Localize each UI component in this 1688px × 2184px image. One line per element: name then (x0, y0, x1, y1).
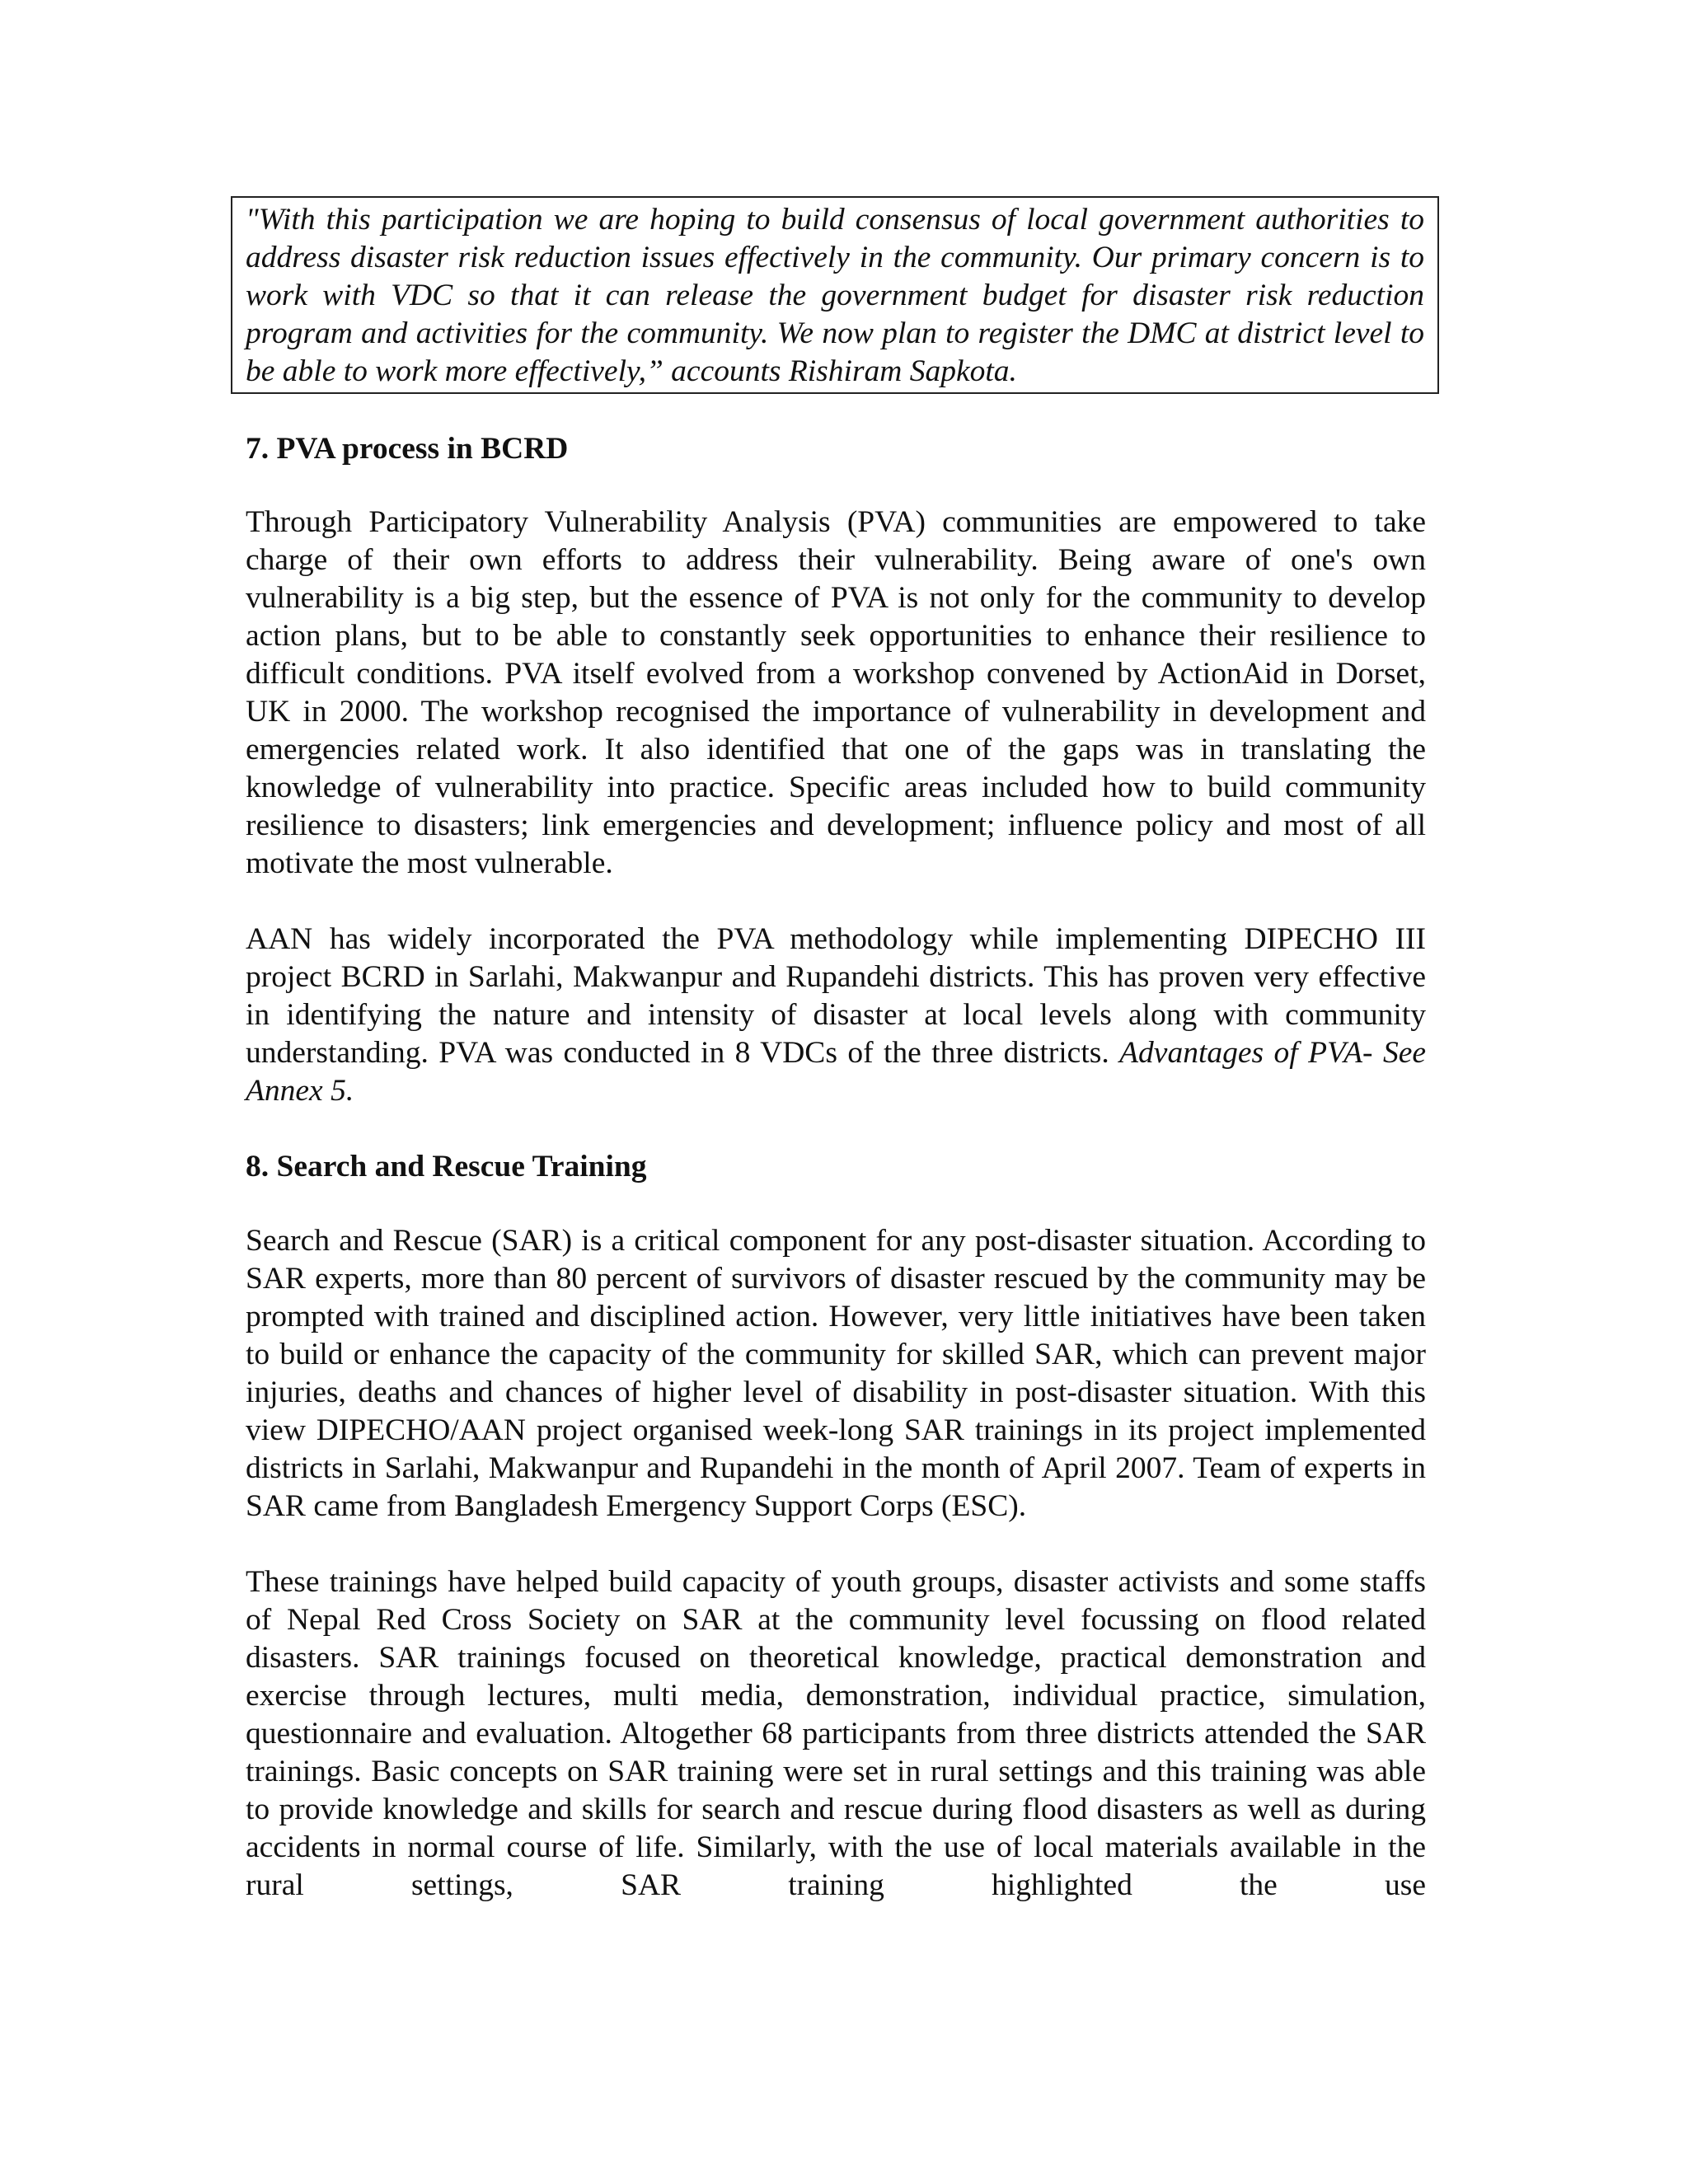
section-8-paragraph-2: These trainings have helped build capacity of youth groups, disaster activists and some staffs of Nepal Red Cross Society on SAR at the community level focussing on flood related disasters. SAR trainings focused on theoretical knowledge, practical demonstration and exercise through lectures, multi media, demonstration, individual practice, simulation, questionnaire and evaluation. Altogether 68 participants from three districts attended the SAR trainings. Basic concepts on SAR training were set in rural settings and this training was able to provide knowledge and skills for search and rescue during flood disasters as well as during accidents in normal course of life. Similarly, with the use of local materials available in the rural settings, SAR training highlighted the use (246, 1565, 1426, 1902)
quote-box (231, 196, 1439, 394)
section-8-paragraph-1: Search and Rescue (SAR) is a critical component for any post-disaster situation. According to SAR experts, more than 80 percent of survivors of disaster rescued by the community may be prompted with trained and disciplined action. However, very little initiatives have been taken to build or enhance the capacity of the community for skilled SAR, which can prevent major injuries, deaths and chances of higher level of disability in post-disaster situation. With this view DIPECHO/AAN project organised week-long SAR trainings in its project implemented districts in Sarlahi, Makwanpur and Rupandehi in the month of April 2007. Team of experts in SAR came from Bangladesh Emergency Support Corps (ESC). (246, 1224, 1426, 1523)
section-8-heading: 8. Search and Rescue Training (246, 1150, 647, 1183)
section-7-paragraph-2-text: AAN has widely incorporated the PVA methodology while implementing DIPECHO III project BCRD in Sarlahi, Makwanpur and Rupandehi districts. This has proven very effective in identifying the nature and intensity of disaster at local levels along with community understanding. PVA was conducted in 8 VDCs of the three districts. (246, 922, 1426, 1070)
quote-text: "With this participation we are hoping to build consensus of local government authorities to address disaster risk reduction issues effectively in the community. Our primary concern is to work with VDC so that it can release the government budget for disaster risk reduction program and activities for the community. We now plan to register the DMC at district level to be able to work more effectively,” accounts Rishiram Sapkota. (246, 203, 1424, 388)
annex-reference: Advantages of PVA- See Annex 5. (246, 1036, 1426, 1108)
section-7-heading: 7. PVA process in BCRD (246, 432, 569, 466)
section-7-paragraph-2 (246, 921, 1426, 1110)
section-7-paragraph-1: Through Participatory Vulnerability Analysis (PVA) communities are empowered to take charge of their own efforts to address their vulnerability. Being aware of one's own vulnerability is a big step, but the essence of PVA is not only for the community to develop action plans, but to be able to constantly seek opportunities to enhance their resilience to difficult conditions. PVA itself evolved from a workshop convened by ActionAid in Dorset, UK in 2000. The workshop recognised the importance of vulnerability in development and emergencies related work. It also identified that one of the gaps was in translating the knowledge of vulnerability into practice. Specific areas included how to build community resilience to disasters; link emergencies and development; influence policy and most of all motivate the most vulnerable. (246, 505, 1426, 880)
document-page (246, 196, 1426, 1905)
